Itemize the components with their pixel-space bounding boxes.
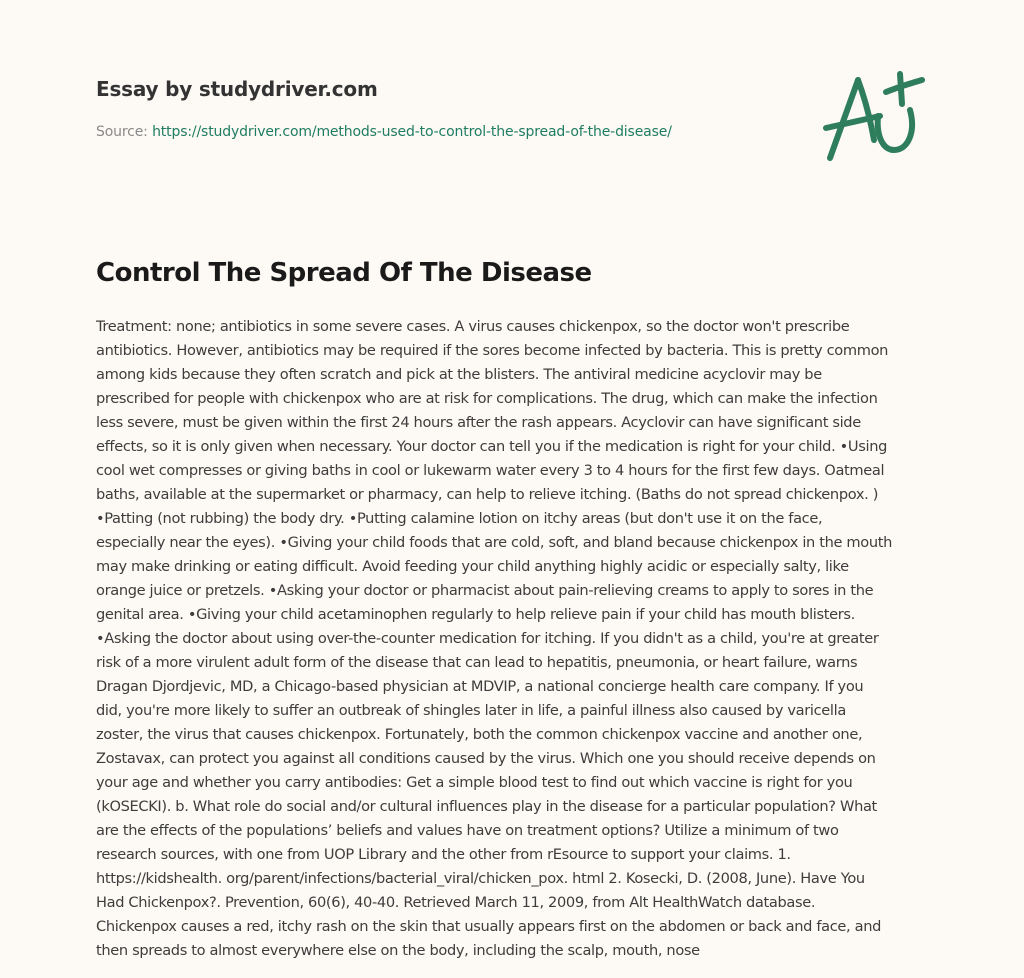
a-plus-grade-icon — [818, 66, 930, 166]
body-line: antibiotics. However, antibiotics may be required if the sores become infected by bacteria. This is pretty common — [96, 342, 889, 359]
body-line: among kids because they often scratch and pick at the blisters. The antiviral medicine acyclovir may be — [96, 366, 822, 383]
body-line: risk of a more virulent adult form of the disease that can lead to hepatitis, pneumonia, or heart failure, warns — [96, 654, 858, 671]
source-label: Source: — [96, 124, 153, 140]
body-line: did, you're more likely to suffer an outbreak of shingles later in life, a painful illness also caused by varicella — [96, 702, 846, 719]
body-line: Treatment: none; antibiotics in some severe cases. A virus causes chickenpox, so the doctor won't prescribe — [96, 318, 850, 335]
body-line: prescribed for people with chickenpox who are at risk for complications. The drug, which can make the infection — [96, 390, 878, 407]
page-header — [96, 74, 796, 142]
body-line: cool wet compresses or giving baths in cool or lukewarm water every 3 to 4 hours for the first few days. Oatmeal — [96, 462, 885, 479]
body-line: are the effects of the populations’ beliefs and values have on treatment options? Utilize a minimum of two — [96, 822, 839, 839]
body-line: your age and whether you carry antibodies: Get a simple blood test to find out which vaccine is right for you — [96, 774, 853, 791]
body-line: Had Chickenpox?. Prevention, 60(6), 40-40. Retrieved March 11, 2009, from Alt HealthWatch database. — [96, 894, 816, 911]
body-line: may make drinking or eating difficult. Avoid feeding your child anything highly acidic or especially salty, like — [96, 558, 849, 575]
body-line: genital area. •Giving your child acetaminophen regularly to help relieve pain if your child has mouth blisters. — [96, 606, 855, 623]
body-line: zoster, the virus that causes chickenpox. Fortunately, both the common chickenpox vaccine and another one, — [96, 726, 863, 743]
body-line: Dragan Djordjevic, MD, a Chicago-based physician at MDVIP, a national concierge health care company. If you — [96, 678, 864, 695]
body-line: •Asking the doctor about using over-the-counter medication for itching. If you didn't as a child, you're at greater — [96, 630, 879, 647]
body-line: •Patting (not rubbing) the body dry. •Putting calamine lotion on itchy areas (but don't use it on the face, — [96, 510, 823, 527]
body-line: effects, so it is only given when necessary. Your doctor can tell you if the medication is right for your child. •Using — [96, 438, 888, 455]
body-line: https://kidshealth. org/parent/infections/bacterial_viral/chicken_pox. html 2. Kosecki, D. (2008, June). Have You — [96, 870, 865, 887]
article-body — [96, 315, 936, 963]
body-line: especially near the eyes). •Giving your child foods that are cold, soft, and bland because chickenpox in the mouth — [96, 534, 893, 551]
body-line: (kOSECKI). b. What role do social and/or cultural influences play in the disease for a particular population? What — [96, 798, 877, 815]
body-line: baths, available at the supermarket or pharmacy, can help to relieve itching. (Baths do not spread chickenpox. ) — [96, 486, 879, 503]
body-line: Chickenpox causes a red, itchy rash on the skin that usually appears first on the abdomen or back and face, and — [96, 918, 882, 935]
body-line: Zostavax, can protect you against all conditions caused by the virus. Which one you should receive depends on — [96, 750, 876, 767]
article-title: Control The Spread Of The Disease — [96, 258, 592, 288]
source-link[interactable]: https://studydriver.com/methods-used-to-control-the-spread-of-the-disease/ — [152, 124, 672, 140]
body-line: then spreads to almost everywhere else on the body, including the scalp, mouth, nose — [96, 942, 700, 959]
source-line — [96, 122, 796, 142]
body-line: less severe, must be given within the first 24 hours after the rash appears. Acyclovir can have significant side — [96, 414, 861, 431]
body-line: orange juice or pretzels. •Asking your doctor or pharmacist about pain-relieving creams to apply to sores in the — [96, 582, 874, 599]
site-title: Essay by studydriver.com — [96, 77, 378, 101]
body-line: research sources, with one from UOP Library and the other from rEsource to support your claims. 1. — [96, 846, 791, 863]
